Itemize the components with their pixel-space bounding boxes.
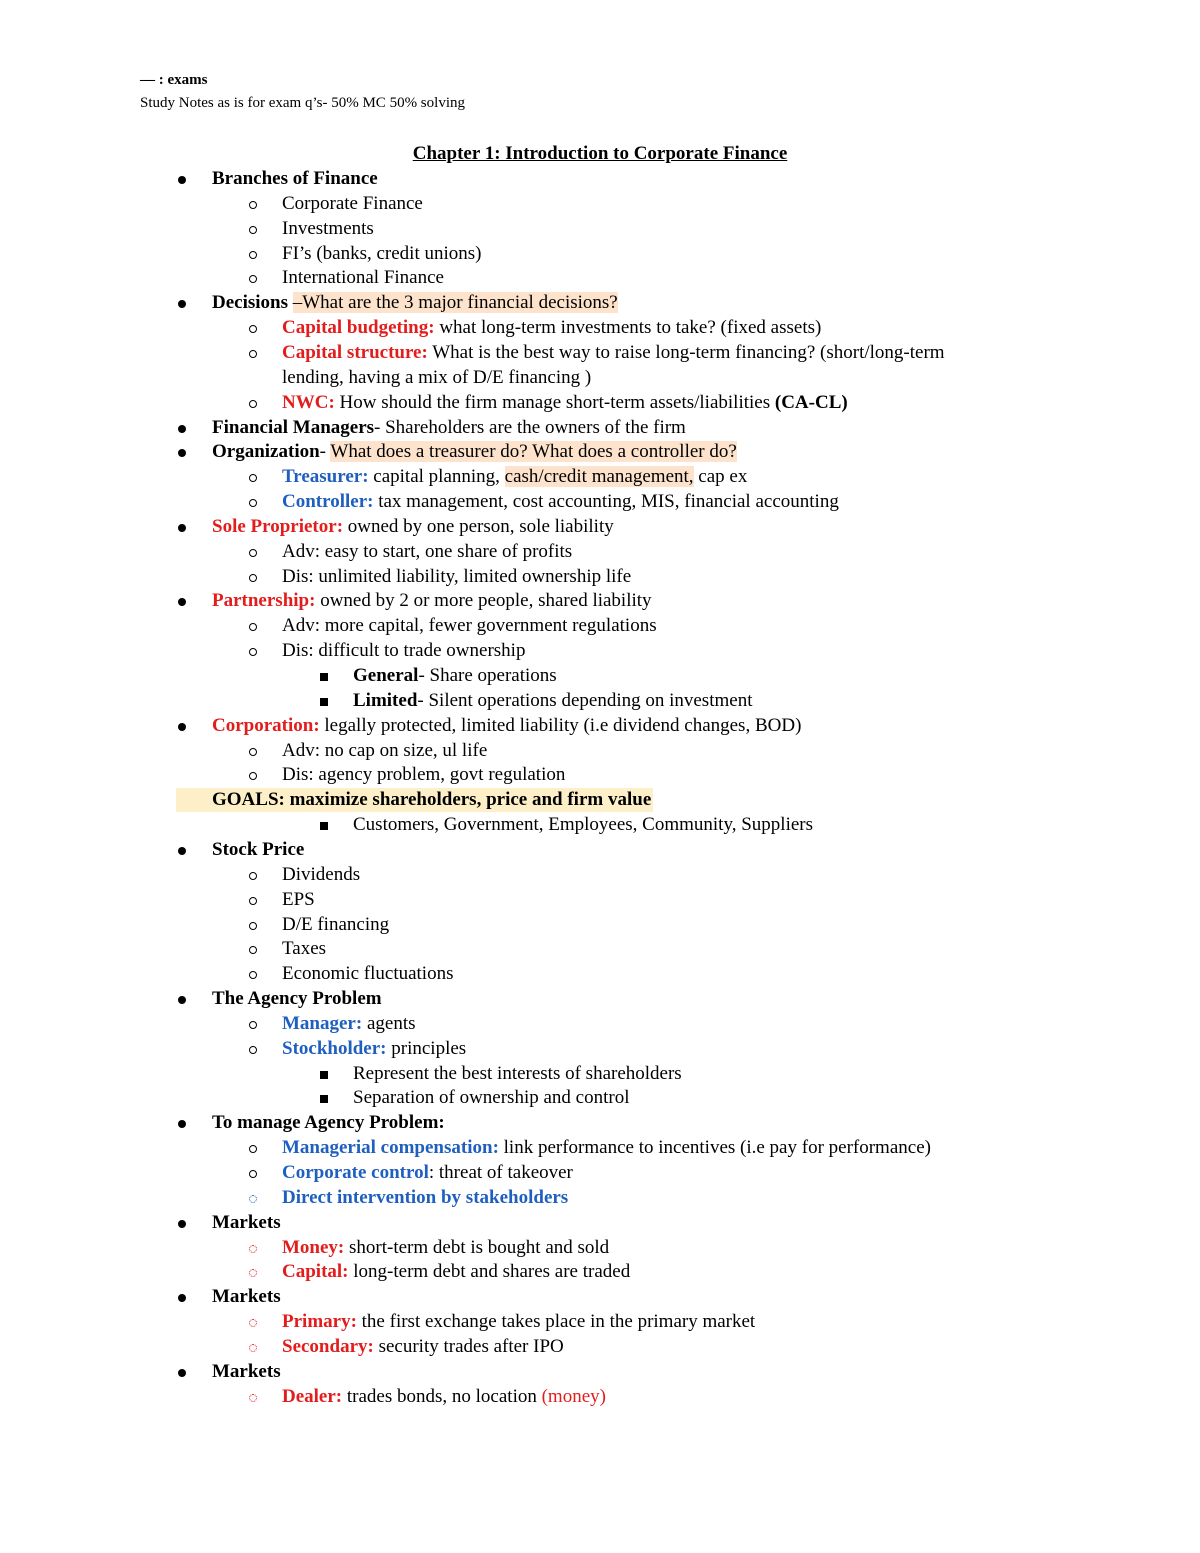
note-text: (money) bbox=[541, 1385, 606, 1407]
note-line bbox=[353, 813, 813, 837]
note-text: Manager: bbox=[282, 1012, 363, 1034]
bullet-icon bbox=[178, 176, 186, 184]
bullet-icon bbox=[249, 1269, 257, 1277]
note-text: tax management, cost accounting, MIS, financial accounting bbox=[373, 491, 839, 513]
note-line bbox=[353, 664, 557, 688]
bullet-icon bbox=[178, 996, 186, 1004]
note-text: Capital: bbox=[282, 1261, 349, 1283]
bullet-icon bbox=[249, 1046, 257, 1054]
note-line bbox=[282, 1186, 568, 1210]
note-text: - bbox=[319, 441, 331, 463]
bullet-icon bbox=[178, 723, 186, 731]
note-text: link performance to incentives (i.e pay for performance) bbox=[498, 1137, 931, 1159]
note-line bbox=[282, 614, 657, 638]
note-text: Stockholder: bbox=[282, 1037, 387, 1059]
note-text: What does a treasurer do? What does a controller do? bbox=[330, 441, 737, 463]
note-text: Dealer: bbox=[282, 1385, 343, 1407]
note-line bbox=[282, 1310, 755, 1334]
bullet-icon bbox=[320, 822, 328, 830]
bullet-icon bbox=[249, 549, 257, 557]
note-line bbox=[282, 888, 315, 912]
note-text: Capital budgeting: bbox=[282, 317, 435, 339]
note-text: Organization bbox=[212, 441, 320, 463]
note-line bbox=[282, 1012, 416, 1036]
note-text: Controller: bbox=[282, 491, 374, 513]
note-text: FI’s (banks, credit unions) bbox=[282, 242, 482, 264]
note-line bbox=[282, 217, 374, 241]
note-text: To manage Agency Problem: bbox=[212, 1112, 445, 1134]
note-line bbox=[212, 714, 801, 738]
note-line bbox=[282, 490, 839, 514]
note-line bbox=[282, 1385, 606, 1409]
bullet-icon bbox=[249, 251, 257, 259]
bullet-icon bbox=[178, 1369, 186, 1377]
note-text: Dis: agency problem, govt regulation bbox=[282, 764, 566, 786]
note-text: Decisions bbox=[212, 292, 293, 314]
note-line bbox=[212, 1360, 281, 1384]
note-text: trades bonds, no location bbox=[342, 1385, 542, 1407]
note-text: legally protected, limited liability (i.e dividend changes, BOD) bbox=[319, 714, 802, 736]
note-text: Dis: difficult to trade ownership bbox=[282, 640, 526, 662]
note-text: Adv: easy to start, one share of profits bbox=[282, 540, 573, 562]
note-line bbox=[282, 937, 326, 961]
bullet-icon bbox=[320, 698, 328, 706]
note-line bbox=[282, 1335, 564, 1359]
note-line bbox=[282, 465, 747, 489]
note-text: Primary: bbox=[282, 1311, 357, 1333]
note-text: Customers, Government, Employees, Community, Suppliers bbox=[353, 814, 814, 836]
note-text: short-term debt is bought and sold bbox=[344, 1236, 610, 1258]
note-text: Branches of Finance bbox=[212, 168, 378, 189]
bullet-icon bbox=[249, 946, 257, 954]
note-text: : threat of takeover bbox=[428, 1162, 573, 1183]
note-text: security trades after IPO bbox=[373, 1335, 564, 1357]
note-line bbox=[282, 540, 572, 564]
note-text: Represent the best interests of shareholders bbox=[353, 1062, 682, 1084]
note-text: owned by one person, sole liability bbox=[343, 515, 614, 537]
note-text: capital planning, bbox=[368, 466, 505, 488]
note-line bbox=[282, 739, 487, 763]
note-text: the first exchange takes place in the primary market bbox=[356, 1311, 756, 1333]
header-line-exams: — : exams bbox=[140, 72, 208, 88]
bullet-icon bbox=[249, 748, 257, 756]
note-line bbox=[282, 192, 423, 216]
note-text: Stock Price bbox=[212, 838, 305, 860]
note-line bbox=[282, 565, 631, 589]
note-text: Dividends bbox=[282, 863, 361, 885]
note-line bbox=[282, 863, 360, 887]
note-text: Adv: more capital, fewer government regulations bbox=[282, 615, 657, 637]
note-line bbox=[212, 1111, 445, 1135]
bullet-icon bbox=[249, 325, 257, 333]
bullet-icon bbox=[249, 1394, 257, 1402]
bullet-icon bbox=[249, 897, 257, 905]
bullet-icon bbox=[249, 872, 257, 880]
note-text: D/E financing bbox=[282, 913, 390, 935]
bullet-icon bbox=[249, 1344, 257, 1352]
chapter-title: Chapter 1: Introduction to Corporate Finance bbox=[412, 143, 788, 164]
note-line bbox=[353, 1062, 682, 1086]
note-text: what long-term investments to take? (fixed assets) bbox=[434, 317, 822, 339]
bullet-icon bbox=[178, 524, 186, 532]
note-text: Markets bbox=[212, 1286, 281, 1308]
bullet-icon bbox=[249, 400, 257, 408]
bullet-icon bbox=[178, 449, 186, 457]
note-text: Corporate control bbox=[282, 1162, 429, 1183]
note-text: (CA-CL) bbox=[774, 391, 848, 413]
header-line-study-notes: Study Notes as is for exam q’s- 50% MC 50% solving bbox=[140, 95, 465, 111]
note-text: EPS bbox=[282, 888, 315, 910]
note-text: owned by 2 or more people, shared liability bbox=[315, 590, 652, 612]
bullet-icon bbox=[178, 1220, 186, 1228]
note-text: Treasurer: bbox=[282, 466, 369, 488]
note-text: Limited bbox=[353, 689, 418, 711]
bullet-icon bbox=[249, 1145, 257, 1153]
note-text: - Share operations bbox=[418, 665, 557, 686]
note-text: Adv: no cap on size, ul life bbox=[282, 739, 488, 761]
note-text: principles bbox=[386, 1037, 467, 1059]
note-text: Taxes bbox=[282, 938, 327, 960]
note-line bbox=[212, 1285, 281, 1309]
note-line bbox=[282, 763, 565, 787]
bullet-icon bbox=[320, 1095, 328, 1103]
note-line bbox=[176, 788, 653, 812]
bullet-icon bbox=[249, 922, 257, 930]
note-line bbox=[282, 1161, 573, 1185]
note-text: Financial Managers bbox=[212, 416, 375, 438]
bullet-icon bbox=[249, 226, 257, 234]
note-line bbox=[282, 242, 481, 266]
note-line bbox=[282, 1260, 630, 1284]
note-text: - Shareholders are the owners of the firm bbox=[374, 416, 686, 438]
bullet-icon bbox=[249, 1170, 257, 1178]
bullet-icon bbox=[320, 673, 328, 681]
bullet-icon bbox=[249, 474, 257, 482]
note-line bbox=[282, 266, 444, 290]
bullet-icon bbox=[249, 1245, 257, 1253]
bullet-icon bbox=[320, 1071, 328, 1079]
bullet-icon bbox=[249, 499, 257, 507]
note-text: - Silent operations depending on investment bbox=[417, 689, 753, 711]
note-line bbox=[353, 689, 752, 713]
note-line bbox=[212, 416, 686, 440]
bullet-icon bbox=[249, 350, 257, 358]
note-text: Secondary: bbox=[282, 1335, 374, 1357]
note-line bbox=[212, 167, 378, 191]
bullet-icon bbox=[249, 1021, 257, 1029]
bullet-icon bbox=[178, 1294, 186, 1302]
note-line bbox=[212, 291, 618, 315]
note-line bbox=[282, 1236, 609, 1260]
note-text: International Finance bbox=[282, 267, 444, 289]
bullet-icon bbox=[249, 574, 257, 582]
note-line bbox=[212, 515, 614, 539]
note-text: Dis: unlimited liability, limited ownership life bbox=[282, 565, 632, 587]
note-text: cap ex bbox=[693, 466, 748, 488]
note-text: Partnership: bbox=[212, 590, 316, 612]
bullet-icon bbox=[178, 1120, 186, 1128]
note-text: The Agency Problem bbox=[212, 988, 382, 1010]
note-text: –What are the 3 major financial decisions? bbox=[292, 292, 618, 314]
bullet-icon bbox=[249, 275, 257, 283]
note-text: Money: bbox=[282, 1236, 345, 1258]
note-text: What is the best way to raise long-term financing? (short/long-term bbox=[427, 341, 945, 363]
note-line bbox=[282, 962, 453, 986]
note-line bbox=[282, 316, 821, 340]
note-line bbox=[353, 1086, 629, 1110]
note-line bbox=[282, 366, 591, 390]
note-line bbox=[282, 341, 945, 365]
note-text: long-term debt and shares are traded bbox=[348, 1261, 631, 1283]
note-text: Investments bbox=[282, 217, 374, 239]
note-text: lending, having a mix of D/E financing ) bbox=[282, 366, 592, 388]
bullet-icon bbox=[178, 847, 186, 855]
note-line bbox=[282, 1136, 931, 1160]
note-text: Sole Proprietor: bbox=[212, 515, 344, 537]
note-line bbox=[212, 440, 737, 464]
bullet-icon bbox=[178, 598, 186, 606]
bullet-icon bbox=[249, 623, 257, 631]
note-text: NWC: bbox=[282, 391, 335, 413]
note-text: Markets bbox=[212, 1360, 281, 1382]
note-text: GOALS: maximize shareholders, price and firm value bbox=[212, 789, 652, 811]
note-line bbox=[212, 1211, 281, 1235]
bullet-icon bbox=[249, 1319, 257, 1327]
note-text: Markets bbox=[212, 1211, 281, 1233]
bullet-icon bbox=[178, 425, 186, 433]
bullet-icon bbox=[249, 648, 257, 656]
note-text: Corporate Finance bbox=[282, 192, 423, 214]
note-line bbox=[282, 913, 389, 937]
note-line bbox=[212, 589, 652, 613]
note-text: General bbox=[353, 665, 419, 686]
bullet-icon bbox=[249, 201, 257, 209]
note-line bbox=[282, 639, 525, 663]
note-text: Capital structure: bbox=[282, 341, 428, 363]
note-line bbox=[212, 838, 304, 862]
note-text: agents bbox=[362, 1012, 416, 1034]
note-line bbox=[212, 987, 382, 1011]
note-text: Direct intervention by stakeholders bbox=[282, 1186, 569, 1208]
note-text: Separation of ownership and control bbox=[353, 1087, 630, 1109]
note-text: Corporation: bbox=[212, 714, 320, 736]
bullet-icon bbox=[249, 772, 257, 780]
note-text: How should the firm manage short-term assets/liabilities bbox=[334, 391, 775, 413]
note-text: Economic fluctuations bbox=[282, 963, 454, 985]
bullet-icon bbox=[249, 1195, 257, 1203]
note-text: Managerial compensation: bbox=[282, 1137, 499, 1159]
note-line bbox=[282, 1037, 466, 1061]
bullet-icon bbox=[178, 300, 186, 308]
bullet-icon bbox=[249, 971, 257, 979]
note-text: cash/credit management, bbox=[504, 466, 694, 488]
note-line bbox=[282, 391, 848, 415]
